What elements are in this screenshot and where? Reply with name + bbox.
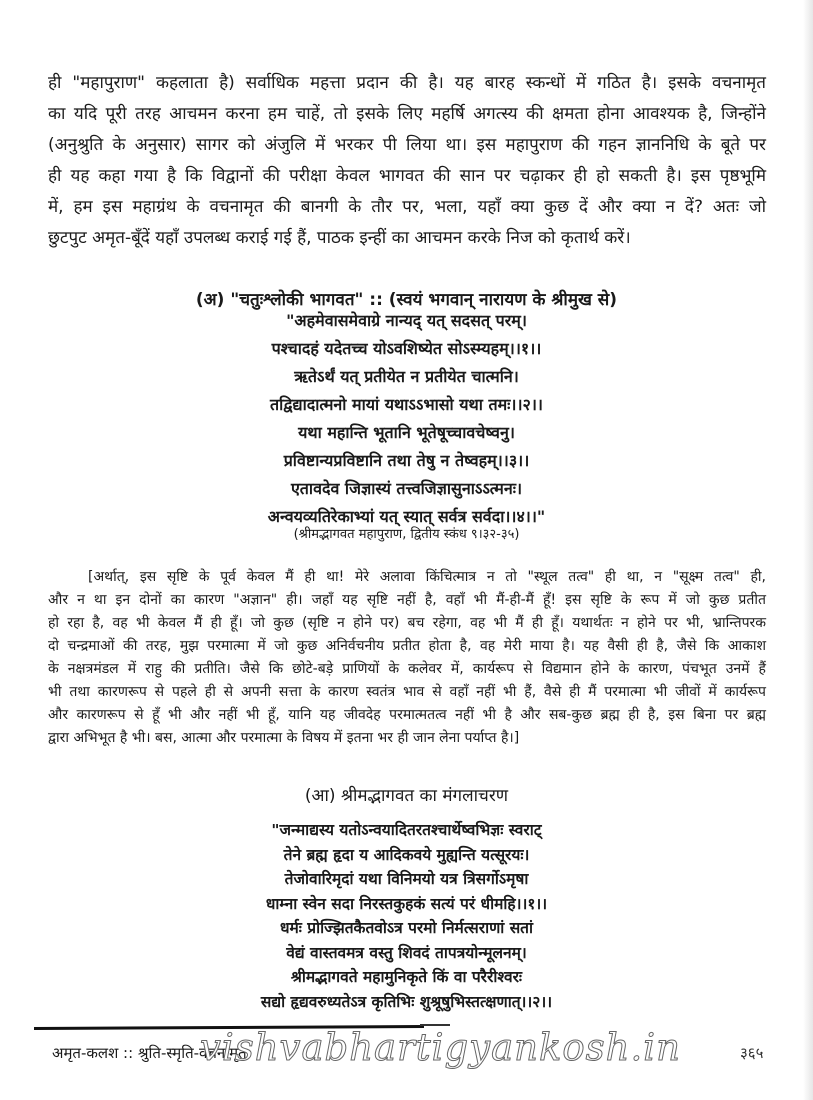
explanation-line: दो चन्द्रमाओं की तरह, मुझ परमात्मा में जो कुछ अनिर्वचनीय प्रतीत होता है, वह मेरी माया है। यह वैसी ही है, जैसे कि आकाश — [48, 638, 766, 654]
section-aa-verses — [0, 818, 813, 1014]
explanation-line: के नक्षत्रमंडल में राहु की प्रतीति। जैसे कि छोटे-बड़े प्राणियों के कलेवर में, कार्यरूप से विद्यमान होने के कारण, पंचभूत उनमें हैं — [48, 661, 766, 677]
intro-line: में, हम इस महाग्रंथ के वचनामृत की बानगी के तौर पर, भला, यहाँ क्या कुछ दें और क्या न दें? अतः जो — [48, 197, 766, 217]
verse-line: एतावदेव जिज्ञास्यं तत्त्वजिज्ञासुनाऽऽत्मनः। — [290, 479, 523, 498]
verse-line: यथा महान्ति भूतानि भूतेषूच्चावचेष्वनु। — [298, 423, 515, 442]
intro-line: छुटपुट अमृत-बूँदें यहाँ उपलब्ध कराई गई हैं, पाठक इन्हीं का आचमन करके निज को कृतार्थ करें। — [48, 228, 631, 248]
section-aa-heading: (आ) श्रीमद्भागवत का मंगलाचरण — [304, 786, 509, 806]
verse-line: प्रविष्टान्यप्रविष्टानि तथा तेषु न तेष्वहम्।।३।। — [283, 451, 530, 470]
verse-line: पश्चादहं यदेतच्च योऽवशिष्येत सोऽस्म्यहम्।।१।। — [271, 339, 542, 358]
intro-line: ही "महापुराण" कहलाता है) सर्वाधिक महत्ता प्रदान की है। यह बारह स्कन्धों में गठित है। इसके वचनामृत — [48, 73, 766, 93]
intro-paragraph — [48, 68, 766, 254]
verse-line: तेने ब्रह्म हृदा य आदिकवये मुह्यन्ति यत्सूरयः। — [283, 845, 530, 864]
page-number: ३६५ — [740, 1044, 764, 1062]
verse-line: श्रीमद्भागवते महामुनिकृते किं वा परैरीश्वरः — [290, 968, 523, 986]
section-a-heading: (अ) "चतुःश्लोकी भागवत" :: (स्वयं भगवान् नारायण के श्रीमुख से) — [195, 290, 618, 310]
explanation-line: और न था इन दोनों का कारण "अज्ञान" ही। जहाँ यह सृष्टि नहीं है, वहाँ भी मैं-ही-मैं हूँ! इस सृष्टि के रूप में जो कुछ प्रतीत — [48, 592, 766, 608]
verse-line: वेद्यं वास्तवमत्र वस्तु शिवदं तापत्रयोन्मूलनम्। — [286, 943, 527, 962]
explanation-line: द्वारा अभिभूत है भी। बस, आत्मा और परमात्मा के विषय में इतना भर ही जान लेना पर्याप्त है।] — [48, 730, 520, 746]
verse-line: तद्विद्यादात्मनो मायां यथाऽऽभासो यथा तमः।।२।। — [270, 395, 543, 414]
explanation-line: और कारणरूप से हूँ भी और नहीं भी हूँ, यानि यह जीवदेह परमात्मतत्व नहीं भी है और सब-कुछ ब्रह्म ही है, इस बिना पर ब्रह्म — [48, 707, 766, 723]
verse-line: "अहमेवासमेवाग्रे नान्यद् यत् सदसत् परम्। — [286, 311, 527, 330]
verse-line: तेजोवारिमृदां यथा विनिमयो यत्र त्रिसर्गोऽमृषा — [284, 870, 529, 888]
verse-citation: (श्रीमद्भागवत महापुराण, द्वितीय स्कंध ९।३२-३५) — [293, 527, 520, 542]
explanation-line: भी तथा कारणरूप से पहले ही से अपनी सत्ता के कारण स्वतंत्र भाव से वहाँ नहीं भी हैं, वैसे ही मैं परमात्मा भी जीवों में कार्यरूप — [48, 684, 766, 700]
watermark: vishvabhartigyankosh.in — [200, 1026, 681, 1069]
explanation-line: हो रहा है, वह भी केवल मैं ही हूँ। जो कुछ (सृष्टि न होने पर) बच रहेगा, वह भी मैं ही हूँ। यथार्थतः न होने पर भी, भ्रान्तिपरक — [48, 615, 766, 631]
explanation-line: [अर्थात्, इस सृष्टि के पूर्व केवल मैं ही था! मेरे अलावा किंचित्मात्र न तो "स्थूल तत्व" ही था, न "सूक्ष्म तत्व" ही, — [88, 569, 766, 585]
verse-line: ऋतेऽर्थं यत् प्रतीयेत न प्रतीयेत चात्मनि। — [294, 367, 519, 386]
footer-title: अमृत-कलश :: श्रुति-स्मृति-वचनामृत — [52, 1044, 247, 1062]
verse-line: धर्मः प्रोज्झितकैतवोऽत्र परमो निर्मत्सराणां सतां — [279, 919, 534, 937]
verse-line: धाम्ना स्वेन सदा निरस्तकुहकं सत्यं परं धीमहि।।१।। — [265, 894, 548, 913]
verse-line: सद्यो हृद्यवरुध्यतेऽत्र कृतिभिः शुश्रूषुभिस्तत्क्षणात्।।२।। — [260, 992, 553, 1011]
explanation-paragraph — [48, 566, 766, 750]
verse-line: "जन्माद्यस्य यतोऽन्वयादितरतश्चार्थेष्वभिज्ञः स्वराट् — [271, 821, 542, 839]
section-a-verses — [0, 307, 813, 531]
verse-line: अन्वयव्यतिरेकाभ्यां यत् स्यात् सर्वत्र सर्वदा।।४।।" — [267, 507, 546, 526]
intro-line: (अनुश्रुति के अनुसार) सागर को अंजुलि में भरकर पी लिया था। इस महापुराण की गहन ज्ञाननिधि के बूते पर — [48, 135, 766, 155]
intro-line: ही यह कहा गया है कि विद्वानों की परीक्षा केवल भागवत की सान पर चढ़ाकर ही हो सकती है। इस पृष्ठभूमि — [48, 166, 766, 186]
intro-line: का यदि पूरी तरह आचमन करना हम चाहें, तो इसके लिए महर्षि अगत्स्य की क्षमता होना आवश्यक है, जिन्होंने — [48, 104, 766, 124]
